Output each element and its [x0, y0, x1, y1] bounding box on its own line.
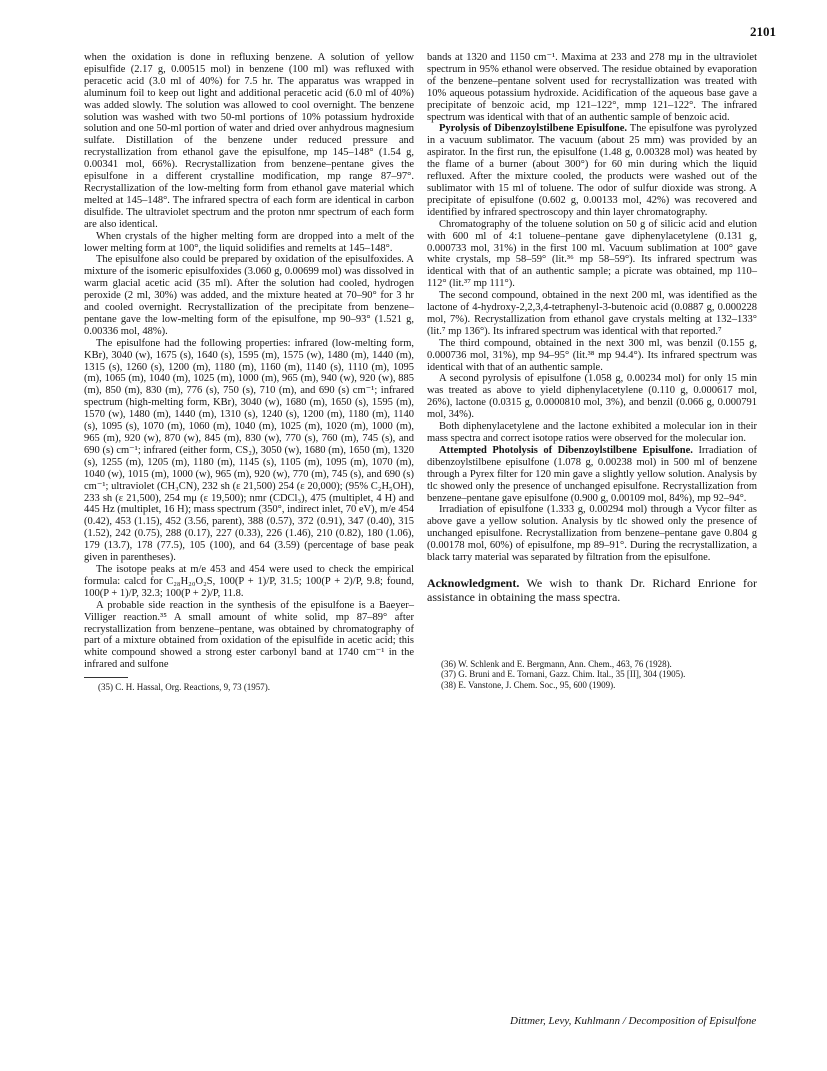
paragraph: The third compound, obtained in the next 300 ml, was benzil (0.155 g, 0.000736 mol, 31%), mp 94–95° (lit.³⁸ mp 94.4°). Its infrared spectrum was identical with that of an authentic sample. — [427, 337, 757, 373]
footnote-rule — [84, 677, 128, 678]
section-text: Irradiation of dibenzoylstilbene episulfone (1.078 g, 0.00238 mol) in 500 ml of benzene through a Pyrex filter for 120 min gave a slightly yellow solution. Analysis by tlc showed only the presence of unchanged episulfone. Recrystallization from benzene–pentane gave episulfone (0.900 g, 0.00109 mol, 84%), mp 92–94°. — [427, 444, 758, 504]
acknowledgment — [427, 576, 757, 605]
paragraph: Irradiation of episulfone (1.333 g, 0.00294 mol) through a Vycor filter as above gave a yellow solution. Analysis by tlc showed only the presence of unchanged episulfone. Recrystallization from benzene–pentane gave 0.804 g (0.00178 mol, 60%) of episulfone, mp 89–91°. During the recrystallization, a black tarry material was separated by filtration from the episulfone. — [427, 504, 757, 564]
acknowledgment-heading: Acknowledgment. — [427, 575, 520, 590]
paragraph: The second compound, obtained in the next 200 ml, was identified as the lactone of 4-hydroxy-2,2,3,4-tetraphenyl-3-butenoic acid (0.0887 g, 0.000228 mol, 7%). Recrystallization from ethanol gave crystals melting at 132–133° (lit.⁷ mp 136°). Its infrared spectrum was identical with that reported.⁷ — [427, 290, 757, 337]
paragraph: A second pyrolysis of episulfone (1.058 g, 0.00234 mol) for only 15 min was treated as above to yield diphenylacetylene (0.110 g, 0.000617 mol, 26%), lactone (0.0315 g, 0.0000810 mol, 3%), and benzil (0.066 g, 0.000791 mol, 34%). — [427, 373, 757, 421]
section-text: The episulfone was pyrolyzed in a vacuum sublimator. The vacuum (about 25 mm) was provided by an aspirator. In the first run, the episulfone (1.48 g, 0.00328 mol) was heated by the flame of a burner (about 300°) for 60 min during which the liquid refluxed. After the mixture cooled, the products were washed out of the sublimator with 15 ml of toluene. The odor of sulfur dioxide was strong. A precipitate of episulfone (0.602 g, 0.00133 mol, 42%) was recovered and identified by infrared spectroscopy and thin layer chromatography. — [427, 123, 757, 218]
section-heading-pyrolysis: Pyrolysis of Dibenzoylstilbene Episulfone. — [439, 123, 628, 135]
page-number: 2101 — [750, 24, 776, 39]
footnote-37: (37) G. Bruni and E. Tornani, Gazz. Chim. Ital., 35 [II], 304 (1905). — [441, 669, 686, 680]
acknowledgment-text: We wish to thank Dr. Richard Enrione for assistance in obtaining the mass spectra. — [427, 575, 757, 605]
section-heading-photolysis: Attempted Photolysis of Dibenzoylstilbene Episulfone. — [439, 444, 693, 456]
paragraph: Both diphenylacetylene and the lactone exhibited a molecular ion in their mass spectra and correct isotope ratios were observed for the molecular ion. — [427, 421, 757, 444]
left-column — [84, 52, 414, 693]
paragraph: When crystals of the higher melting form are dropped into a melt of the lower melting form at 100°, the liquid solidifies and remelts at 145–148°. — [84, 230, 414, 254]
paragraph: The episulfone had the following properties: infrared (low-melting form, KBr), 3040 (w), 1675 (s), 1640 (s), 1595 (m), 1575 (w), 1480 (m), 1440 (m), 1315 (s), 1260 (s), 1200 (m), 1180 (m), 1160 (m), 1140 (s), 1110 (m), 1095 (m), 1065 (m), 1040 (m), 1025 (m), 1000 (m), 965 (m), 940 (w), 920 (w), 885 (m), 850 (m), 830 (m), 776 (s), 750 (s), 710 (m), and 690 (s) cm⁻¹; infrared spectrum (high-melting form, KBr), 3040 (w), 1680 (m), 1650 (s), 1595 (m), 1570 (w), 1480 (m), 1440 (m), 1310 (s), 1240 (s), 1200 (m), 1180 (m), 1140 (s), 1095 (s), 1070 (m), 1060 (m), 1040 (m), 1025 (m), 1020 (m), 1000 (m), 965 (m), 920 (w), 870 (w), 845 (m), 830 (w), 770 (s), 760 (m), 745 (s), and 690 (s) cm⁻¹; infrared (either form, CS₂), 3050 (w), 1680 (m), 1650 (m), 1320 (s), 1255 (m), 1205 (m), 1180 (m), 1145 (s), 1105 (m), 1095 (m), 1070 (m), 1040 (w), 1015 (m), 1000 (w), 965 (m), 920 (w), 770 (m), 745 (s), and 690 (s) cm⁻¹; ultraviolet (CH₃CN), 232 sh (ε 21,500) 254 (ε 20,000); (95% C₂H₅OH), 233 sh (ε 21,500), 254 mμ (ε 19,500); nmr (CDCl₃), 475 (multiplet, 4 H) and 445 Hz (multiplet, 16 H); mass spectrum (350°, indirect inlet, 70 eV), m/e 454 (0.42), 453 (1.15), 452 (3.56, parent), 388 (0.57), 372 (0.91), 347 (0.40), 315 (1.52), 242 (0.75), 288 (0.17), 227 (0.33), 226 (1.46), 210 (0.82), 180 (1.06), 179 (13.7), 178 (77.5), 105 (100), and 64 (3.59) (percentage of base peak given in parentheses). — [84, 337, 414, 564]
paragraph: bands at 1320 and 1150 cm⁻¹. Maxima at 233 and 278 mμ in the ultraviolet spectrum in 95% ethanol were observed. The residue obtained by evaporation of the benzene–pentane solvent used for recrystallization was treated with 10% aqueous potassium hydroxide. Acidification of the aqueous base gave a precipitate of benzoic acid, mp 121–122°, mmp 121–122°. The infrared spectrum was identical with that of an authentic sample of benzoic acid. — [427, 52, 757, 123]
paragraph: The episulfone also could be prepared by oxidation of the episulfoxides. A mixture of the isomeric episulfoxides (3.060 g, 0.00699 mol) was dissolved in warm glacial acetic acid (35 ml). After the solution had cooled, hydrogen peroxide (2 ml, 30%) was added, and the mixture heated at 70–90° for 3 hr and cooled overnight. Recrystallization of the precipitate from benzene–pentane gave the low-melting form of the episulfone, mp 90–93° (1.521 g, 0.00336 mol, 48%). — [84, 254, 414, 337]
footnote-38: (38) E. Vanstone, J. Chem. Soc., 95, 600 (1909). — [441, 679, 616, 690]
paragraph: A probable side reaction in the synthesis of the episulfone is a Baeyer–Villiger reaction.³⁵ A small amount of white solid, mp 87–89° after recrystallization from benzene–pentane, was obtained by chromatography of part of a mixture obtained from oxidation of the episulfide in acetic acid; this white compound showed a strong ester carbonyl band at 1740 cm⁻¹ in the infrared and sulfone — [84, 599, 414, 671]
paragraph: Chromatography of the toluene solution on 50 g of silicic acid and elution with 600 ml of 4:1 toluene–pentane gave diphenylacetylene (0.131 g, 0.000733 mol, 31%) in the first 100 ml. Vacuum sublimation at 100° gave white crystals, mp 58–59° (lit.³⁶ mp 58–59°). Its infrared spectrum was identical with that of an authentic sample; a picrate was obtained, mp 110–112° (lit.³⁷ mp 111°). — [427, 218, 757, 290]
paragraph — [427, 123, 757, 218]
paragraph: The isotope peaks at m/e 453 and 454 were used to check the empirical formula: calcd for C₂₈H₂₀O₂S, 100(P + 1)/P, 31.5; 100(P + 2)/P, 9.8; found, 100(P + 1)/P, 32.3; 100(P + 2)/P, 11.8. — [84, 563, 414, 599]
footnote-35: (35) C. H. Hassal, Org. Reactions, 9, 73 (1957). — [98, 682, 271, 693]
footnote-36: (36) W. Schlenk and E. Bergmann, Ann. Chem., 463, 76 (1928). — [441, 658, 672, 669]
right-column — [427, 52, 757, 690]
paragraph — [427, 445, 757, 505]
running-footer: Dittmer, Levy, Kuhlmann / Decomposition of Episulfone — [510, 1015, 757, 1027]
paragraph: when the oxidation is done in refluxing benzene. A solution of yellow episulfide (2.17 g, 0.00515 mol) in benzene (100 ml) was refluxed with peracetic acid (3.0 ml of 40%) for 7.5 hr. The apparatus was wrapped in aluminum foil to keep out light and additional peracetic acid (6.0 ml of 40%) was added slowly. The solution was allowed to cool overnight. The benzene solution was washed with two 50-ml portions of 10% potassium hydroxide solution and one 50-ml portion of water and dried over anhydrous magnesium sulfate. Distillation of the benzene under reduced pressure and recrystallization from ethanol gave the episulfone, mp 145–148° (1.54 g, 0.00341 mol, 66%). Recrystallization from benzene–pentane gives the episulfone in a different crystalline modification, mp range 87–97°. Recrystallization of the low-melting form from ethanol gave material which melted at 145–148°. The infrared spectra of each form are identical in carbon disulfide. The ultraviolet spectrum and the proton nmr spectrum of each form are also identical. — [84, 52, 414, 230]
